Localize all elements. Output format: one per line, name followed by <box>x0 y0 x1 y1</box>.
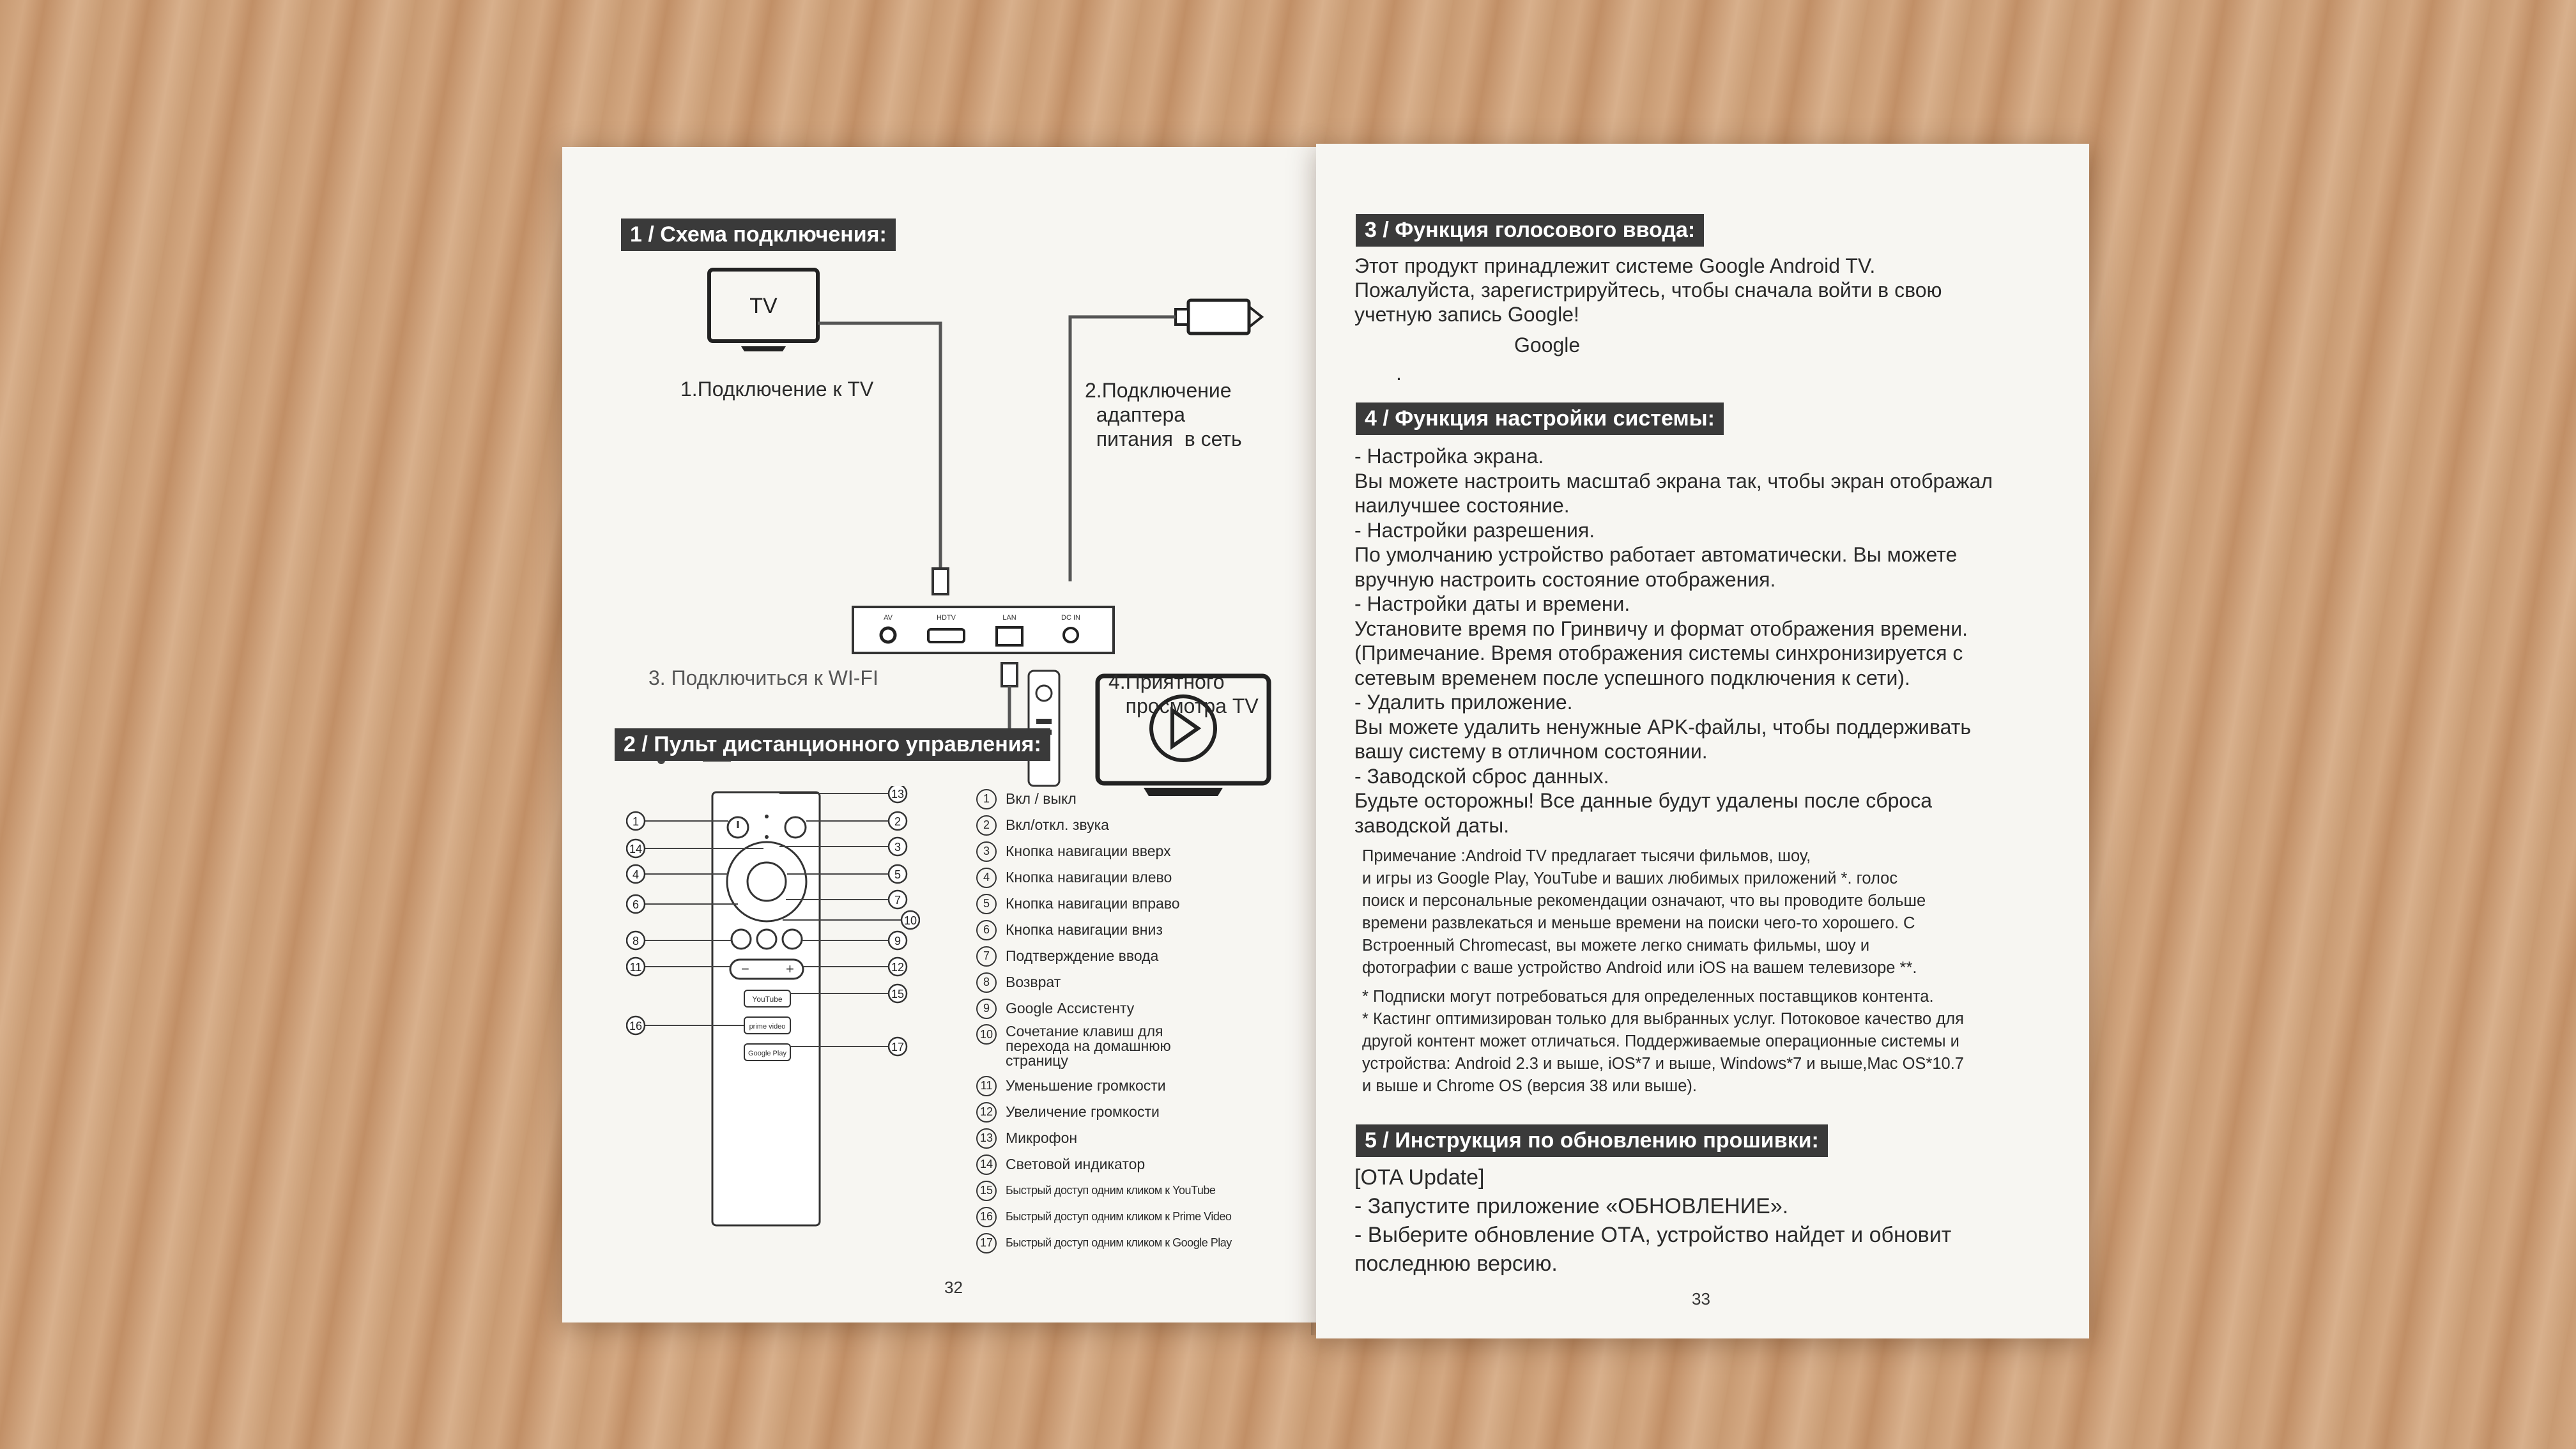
callout-number: 9 <box>894 935 901 947</box>
callout-number: 8 <box>632 935 640 947</box>
legend-number: 7 <box>976 946 997 967</box>
legend-item-14 <box>976 1151 1296 1177</box>
port-dcin-label: DC IN <box>1061 614 1080 622</box>
connection-diagram <box>562 262 1316 799</box>
legend-item-8 <box>976 969 1296 995</box>
left-page <box>562 147 1316 1322</box>
section3-title: 3 / Функция голосового ввода: <box>1356 214 1704 247</box>
legend-label: Кнопка навигации вправо <box>1006 895 1180 912</box>
legend-number: 9 <box>976 999 997 1019</box>
legend-item-9 <box>976 995 1296 1022</box>
legend-item-17 <box>976 1230 1296 1256</box>
svg-text:−: − <box>741 961 749 977</box>
legend-item-10 <box>976 1022 1296 1073</box>
callout-number: 6 <box>632 898 640 911</box>
legend-label: Возврат <box>1006 974 1061 990</box>
android-tv-note <box>1362 845 2084 1098</box>
settings-line: - Настройки даты и времени. <box>1354 592 1630 615</box>
settings-line: Вы можете удалить ненужные APK-файлы, чтобы поддерживать вашу систему в отличном состоянии. <box>1354 715 1972 763</box>
legend-label: Кнопка навигации влево <box>1006 869 1172 885</box>
section1-title: 1 / Схема подключения: <box>621 218 896 251</box>
settings-line: - Настройки разрешения. <box>1354 518 1595 542</box>
callout-number: 1 <box>632 815 640 828</box>
legend-label: Уменьшение громкости <box>1006 1077 1166 1094</box>
settings-list <box>1354 444 2083 838</box>
step3-label: 3. Подключиться к WI-FI <box>648 666 878 689</box>
legend-number: 16 <box>976 1207 997 1227</box>
legend-label: Быстрый доступ одним кликом к YouTube <box>1006 1184 1216 1197</box>
callout-number: 14 <box>629 843 643 855</box>
legend-number: 11 <box>976 1076 997 1096</box>
callout-number: 12 <box>891 961 905 974</box>
port-av-label: AV <box>884 614 893 622</box>
legend-item-15 <box>976 1177 1296 1204</box>
legend-label: Увеличение громкости <box>1006 1103 1160 1120</box>
legend-item-4 <box>976 864 1296 891</box>
callout-number: 4 <box>632 868 640 881</box>
youtube-button-label: YouTube <box>752 995 783 1004</box>
port-hdtv-label: HDTV <box>937 614 956 622</box>
callout-number: 13 <box>891 788 905 801</box>
tv-label: TV <box>749 294 778 318</box>
page-number-right: 33 <box>1692 1289 1710 1308</box>
legend-label: Быстрый доступ одним кликом к Google Play <box>1006 1236 1232 1249</box>
legend-item-6 <box>976 917 1296 943</box>
legend-number: 5 <box>976 894 997 914</box>
step4-label: 4.Приятного просмотра TV <box>1108 670 1259 717</box>
legend-item-3 <box>976 838 1296 864</box>
note-paragraph: Примечание :Android TV предлагает тысячи фильмов, шоу, и игры из Google Play, YouTube и ваших любимых приложений *. голос поиск и персональные рекомендации означают, что вы проводите больше времени развлекаться и меньше времени на поиски чего-то хорошего. С Встроенный Chromecast, вы можете легко снимать фильмы, шоу и фотографии с ваше устройство Android или iOS на вашем телевизоре **. <box>1362 847 1926 977</box>
section5-title: 5 / Инструкция по обновлению прошивки: <box>1356 1124 1828 1157</box>
legend-number: 14 <box>976 1154 997 1175</box>
port-lan-label: LAN <box>1002 614 1016 622</box>
svg-text:+: + <box>786 961 794 977</box>
prime-button-label: prime video <box>749 1023 786 1031</box>
power-adapter-icon <box>1176 300 1262 334</box>
remote-control-diagram <box>626 786 920 1259</box>
callout-number: 16 <box>629 1020 643 1032</box>
callout-number: 7 <box>894 894 901 907</box>
legend-item-1 <box>976 786 1296 812</box>
remote-legend <box>976 786 1296 1256</box>
settings-line: По умолчанию устройство работает автоматически. Вы можете вручную настроить состояние отображения. <box>1354 543 1958 591</box>
settings-line: Вы можете настроить масштаб экрана так, чтобы экран отображал наилучшее состояние. <box>1354 469 1993 517</box>
ota-instructions <box>1354 1163 2083 1278</box>
section2-title: 2 / Пульт дистанционного управления: <box>615 728 1050 761</box>
settings-line: Установите время по Гринвичу и формат отображения времени. (Примечание. Время отображения системы синхронизируется с сетевым временем после успешного подключения к сети). <box>1354 617 1968 689</box>
legend-item-13 <box>976 1125 1296 1151</box>
legend-number: 8 <box>976 972 997 993</box>
settings-line: - Настройка экрана. <box>1354 445 1544 468</box>
page-number-left: 32 <box>944 1278 963 1297</box>
legend-label: Микрофон <box>1006 1130 1078 1146</box>
settings-line: - Заводской сброс данных. <box>1354 764 1609 788</box>
legend-number: 15 <box>976 1181 997 1201</box>
legend-number: 2 <box>976 815 997 836</box>
callout-number: 5 <box>894 868 901 881</box>
legend-item-7 <box>976 943 1296 969</box>
legend-label: Вкл / выкл <box>1006 790 1077 807</box>
ota-line: - Выберите обновление ОТА, устройство найдет и обновит последнюю версию. <box>1354 1223 1952 1276</box>
legend-number: 17 <box>976 1233 997 1254</box>
google-play-button-label: Google Play <box>748 1050 786 1057</box>
callout-number: 17 <box>891 1041 905 1054</box>
legend-label: Быстрый доступ одним кликом к Prime Video <box>1006 1210 1232 1223</box>
callout-number: 3 <box>894 841 901 854</box>
step2-label: 2.Подключение адаптера питания в сеть <box>1085 379 1242 450</box>
legend-number: 6 <box>976 920 997 940</box>
section3-dot: . <box>1396 362 1402 385</box>
ota-line: - Запустите приложение «ОБНОВЛЕНИЕ». <box>1354 1194 1789 1218</box>
legend-label: Сочетание клавиш для перехода на домашнюю страницу <box>1006 1023 1171 1069</box>
legend-number: 3 <box>976 841 997 862</box>
settings-line: Будьте осторожны! Все данные будут удалены после сброса заводской даты. <box>1354 789 1932 837</box>
callout-number: 11 <box>629 961 642 974</box>
legend-label: Световой индикатор <box>1006 1156 1146 1172</box>
legend-number: 10 <box>976 1024 997 1045</box>
legend-label: Вкл/откл. звука <box>1006 816 1109 833</box>
step1-label: 1.Подключение к TV <box>680 378 874 401</box>
legend-item-12 <box>976 1099 1296 1125</box>
legend-number: 4 <box>976 868 997 888</box>
section3-google: Google <box>1514 334 1581 356</box>
section4-title: 4 / Функция настройки системы: <box>1356 402 1724 435</box>
legend-item-11 <box>976 1073 1296 1099</box>
legend-item-16 <box>976 1204 1296 1230</box>
right-page <box>1316 144 2089 1338</box>
legend-number: 13 <box>976 1128 997 1149</box>
note-paragraph: * Подписки могут потребоваться для определенных поставщиков контента. * Кастинг оптимизирован только для выбранных услуг. Потоковое качество для другой контент может отличаться. Поддерживаемые операционные системы и устройства: Android 2.3 и выше, iOS*7 и выше, Windows*7 и выше,Mac OS*10.7 и выше и Chrome OS (версия 38 или выше). <box>1362 988 1964 1095</box>
legend-number: 1 <box>976 789 997 809</box>
legend-label: Кнопка навигации вниз <box>1006 921 1163 938</box>
legend-item-5 <box>976 891 1296 917</box>
legend-label: Google Ассистенту <box>1006 1000 1135 1016</box>
callout-number: 15 <box>891 988 905 1000</box>
legend-label: Кнопка навигации вверх <box>1006 843 1171 859</box>
legend-label: Подтверждение ввода <box>1006 947 1159 964</box>
legend-item-2 <box>976 812 1296 838</box>
legend-number: 12 <box>976 1102 997 1123</box>
callout-number: 10 <box>903 914 917 927</box>
section3-text: Этот продукт принадлежит системе Google Android TV. Пожалуйста, зарегистрируйтесь, чтобы сначала войти в свою учетную запись Google! <box>1354 254 1942 326</box>
settings-line: - Удалить приложение. <box>1354 691 1573 714</box>
ota-line: [OTA Update] <box>1354 1165 1485 1190</box>
callout-number: 2 <box>894 815 901 828</box>
